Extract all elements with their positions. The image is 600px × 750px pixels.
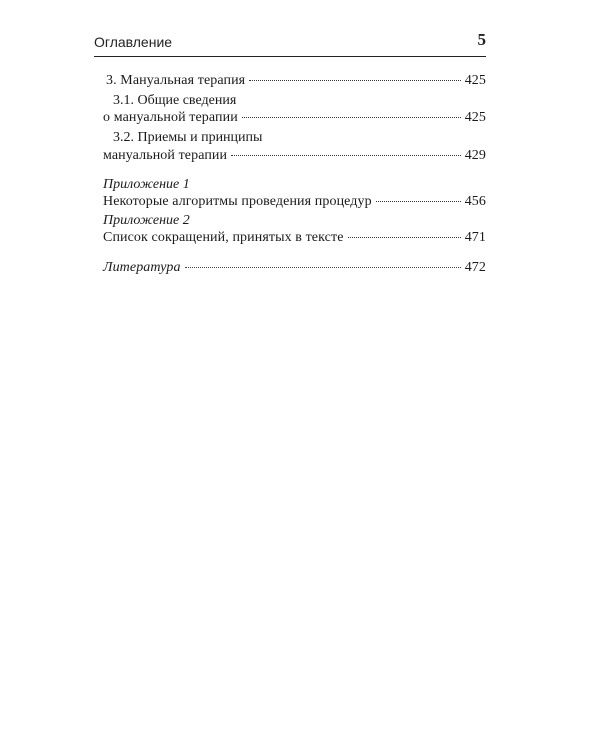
- toc-entry-label: Литература: [103, 260, 181, 275]
- toc-entry-literature: [103, 259, 486, 276]
- page-number: 5: [477, 30, 486, 49]
- dot-leader: [231, 155, 461, 156]
- toc-entry-3-2: [103, 147, 486, 164]
- dot-leader: [376, 201, 461, 202]
- toc-entry-label: Список сокращений, принятых в тексте: [103, 230, 344, 245]
- toc-entry-page: 472: [464, 260, 486, 275]
- toc-entry-page: 456: [464, 194, 486, 209]
- toc-entry-appendix-1: [103, 193, 486, 210]
- dot-leader: [242, 117, 461, 118]
- dot-leader: [185, 267, 461, 268]
- toc-entry-3-1: [103, 109, 486, 126]
- page-header: [94, 30, 486, 57]
- toc-entry-page: 471: [464, 230, 486, 245]
- toc-entry-page: 425: [464, 73, 486, 88]
- toc-entry-label: мануальной терапии: [103, 148, 228, 163]
- toc-entry-3-2-line1: 3.2. Приемы и принципы: [113, 130, 263, 145]
- toc-entry-page: 425: [464, 110, 486, 125]
- toc-entry-label: Некоторые алгоритмы проведения процедур: [103, 194, 372, 209]
- toc-entry-label: 3. Мануальная терапия: [106, 73, 246, 88]
- dot-leader: [249, 80, 460, 81]
- toc-entry-3: [106, 72, 486, 89]
- toc-entry-label: о мануальной терапии: [103, 110, 238, 125]
- toc-entry-appendix-2: [103, 229, 486, 246]
- appendix-2-heading: Приложение 2: [103, 213, 190, 228]
- toc-entry-3-1-line1: 3.1. Общие сведения: [113, 93, 237, 108]
- toc-entry-page: 429: [464, 148, 486, 163]
- appendix-1-heading: Приложение 1: [103, 177, 190, 192]
- running-head-title: Оглавление: [94, 34, 173, 50]
- dot-leader: [348, 237, 461, 238]
